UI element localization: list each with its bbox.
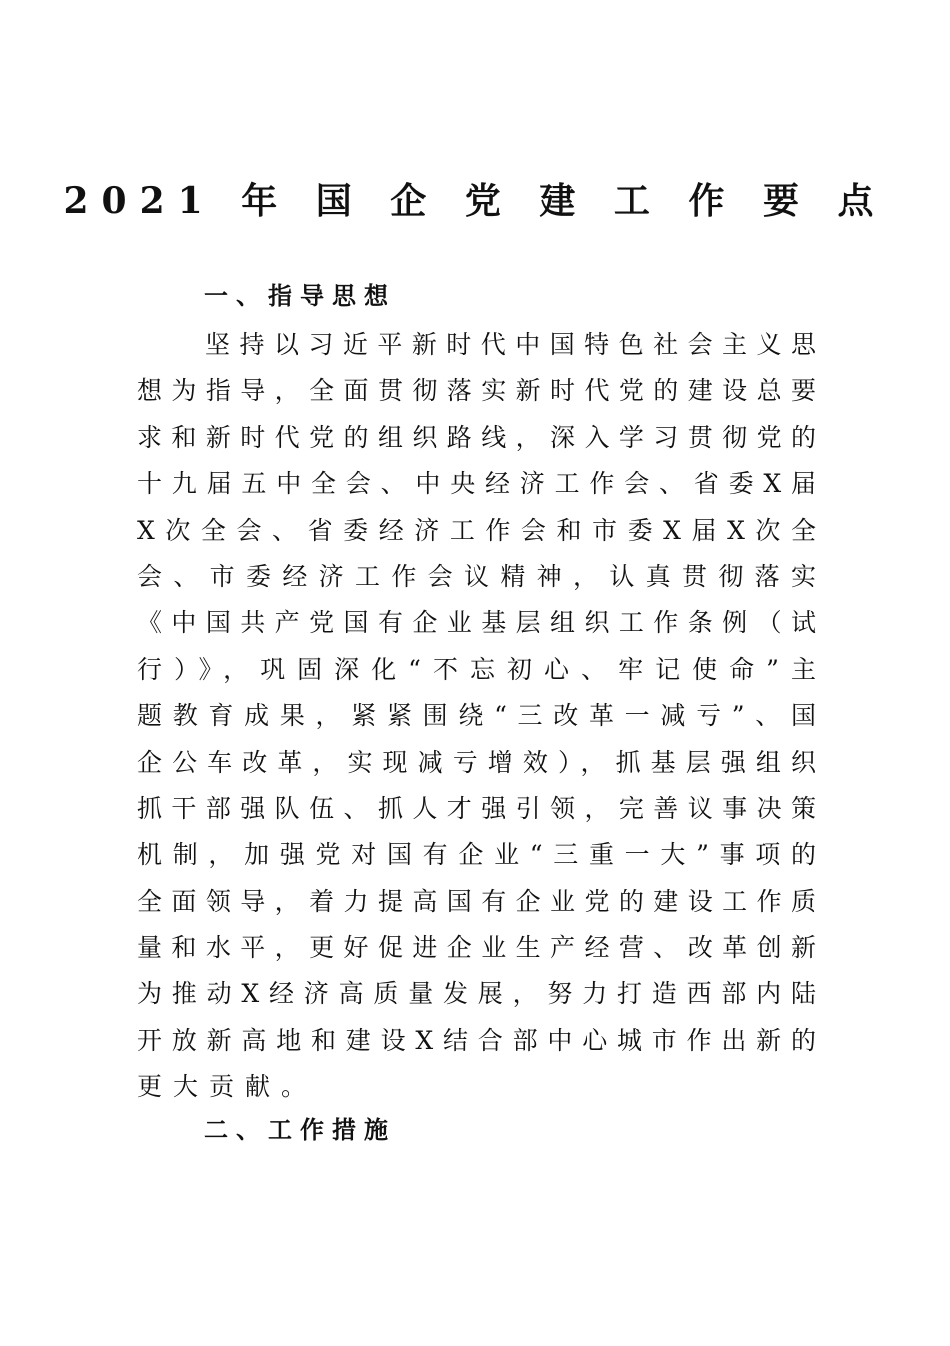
paragraph-line: 题教育成果，紧紧围绕“三改革一减亏”、国 [137,701,817,731]
paragraph-line: 会、市委经济工作会议精神，认真贯彻落实 [137,561,817,591]
section-heading-guiding-ideology: 一、指导思想 [204,282,396,310]
paragraph-line: 更大贡献。 [137,1072,318,1102]
paragraph-line: 开放新高地和建设X结合部中心城市作出新的 [137,1025,817,1055]
paragraph-line: 全面领导，着力提高国有企业党的建设工作质 [137,886,817,916]
paragraph-line: 十九届五中全会、中央经济工作会、省委X届 [137,469,817,499]
section-body-paragraph [137,322,817,1111]
paragraph-line: 求和新时代党的组织路线，深入学习贯彻党的 [137,422,817,452]
paragraph-line: X次全会、省委经济工作会和市委X届X次全 [137,515,817,545]
paragraph-line: 抓干部强队伍、抓人才强引领，完善议事决策 [137,793,817,823]
paragraph-line: 《中国共产党国有企业基层组织工作条例（试 [137,608,817,638]
paragraph-line: 为推动X经济高质量发展，努力打造西部内陆 [137,979,817,1009]
paragraph-line: 量和水平，更好促进企业生产经营、改革创新 [137,933,817,963]
paragraph-line: 机制，加强党对国有企业“三重一大”事项的 [137,840,817,870]
paragraph-line: 企公车改革，实现减亏增效），抓基层强组织 [137,747,817,777]
section-heading-work-measures: 二、工作措施 [204,1116,396,1144]
paragraph-line: 坚持以习近平新时代中国特色社会主义思 [205,330,817,359]
paragraph-line: 行）》，巩固深化“不忘初心、牢记使命”主 [137,654,817,684]
document-title: 2021 年 国 企 党 建 工 作 要 点 [63,180,887,222]
paragraph-line: 想为指导，全面贯彻落实新时代党的建设总要 [137,376,817,406]
